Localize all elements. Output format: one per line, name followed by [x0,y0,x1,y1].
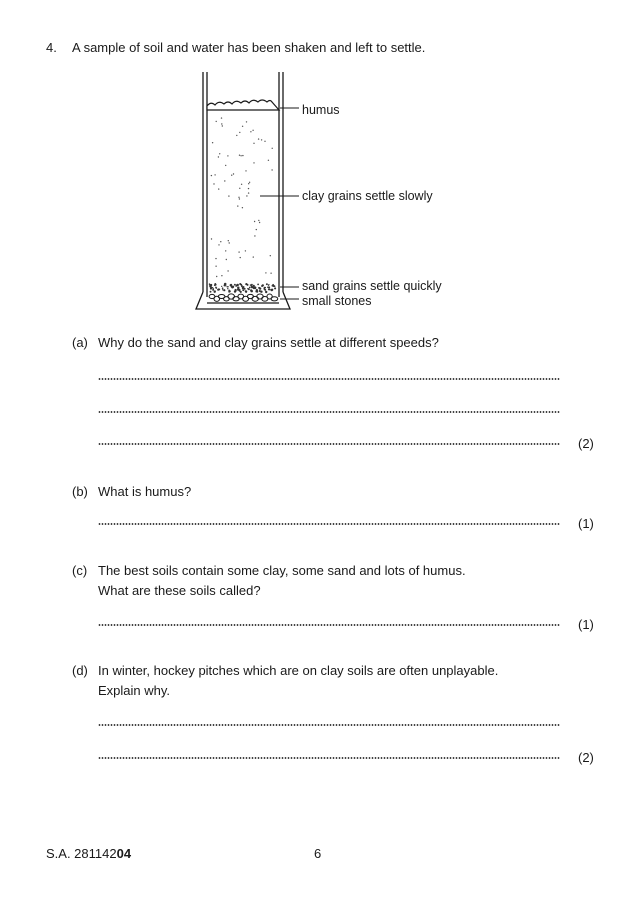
question-intro: A sample of soil and water has been shaken and left to settle. [72,40,426,55]
answer-line[interactable] [98,411,560,413]
sand-grain [223,289,225,291]
sand-grain [246,291,247,292]
clay-grain [216,121,217,122]
sand-grain [268,288,270,290]
clay-grain [246,121,247,122]
clay-grain [225,250,226,251]
clay-grain [222,125,223,126]
clay-grain [254,235,255,236]
clay-grain [211,175,212,176]
sand-grain [237,288,239,290]
clay-grain [214,174,215,175]
sand-grain [214,291,216,293]
sand-grain [234,290,236,292]
clay-grain [272,148,273,149]
clay-grain [268,160,269,161]
stone [271,297,278,301]
clay-grain [211,238,212,239]
clay-grain [239,132,240,133]
sand-grain [224,284,226,286]
answer-line[interactable] [98,523,560,525]
clay-grain [224,180,225,181]
clay-grain [228,240,229,241]
stone [228,294,235,299]
sand-grain [267,286,269,288]
sand-grain [250,289,252,291]
clay-grain [225,165,226,166]
clay-grain [253,143,254,144]
part-b-marks: (1) [578,516,594,531]
clay-grain [215,266,216,267]
clay-grain [245,250,246,251]
sand-grain [264,287,266,289]
clay-grain [252,130,253,131]
clay-grain [249,182,250,183]
sand-grain [215,284,216,285]
sand-grain [242,289,244,291]
clay-grain [229,242,230,243]
stones-label: small stones [302,294,372,308]
sand-grain [240,284,242,286]
part-b-letter: (b) [72,484,88,499]
sand-grain [257,284,259,286]
sand-grain [245,283,247,285]
sand-grain [270,289,273,292]
sand-grain [265,291,267,293]
sand-grain [231,284,233,286]
clay-grain [248,183,249,184]
clay-grain [258,220,259,221]
paper-code: S.A. 28114204 [46,846,132,861]
humus-layer [207,100,279,110]
clay-grain [253,162,254,163]
part-b-question: What is humus? [98,484,192,499]
part-d-question-line-1: In winter, hockey pitches which are on clay soils are often unplayable. [98,663,499,678]
sand-grain [212,288,214,290]
clay-grains [211,117,273,277]
sand-grain [259,287,261,289]
question-number: 4. [46,40,57,55]
clay-grain [237,205,238,206]
clay-grain [240,257,241,258]
clay-grain [241,184,242,185]
clay-grain [238,197,239,198]
part-d-question-line-2: Explain why. [98,683,171,698]
sand-grain [209,284,211,286]
clay-grain [270,273,271,274]
clay-grain [265,272,266,273]
sand-grain [222,287,224,289]
clay-grain [259,222,260,223]
clay-grain [233,173,234,174]
clay-grain [242,155,243,156]
clay-grain [218,244,219,245]
answer-line[interactable] [98,378,560,380]
sand-grain [242,287,244,289]
sand-label: sand grains settle quickly [302,279,442,293]
clay-grain [221,117,222,118]
clay-grain [221,123,222,124]
clay-grain [242,126,243,127]
clay-grain [216,276,217,277]
sand-grain [228,290,230,292]
clay-grain [239,198,240,199]
clay-grain [242,207,243,208]
answer-line[interactable] [98,624,560,626]
clay-grain [250,131,251,132]
clay-grain [218,156,219,157]
sand-grain [210,291,212,293]
part-a-question: Why do the sand and clay grains settle at different speeds? [98,335,439,350]
sand-grain [235,286,236,287]
clay-grain [258,138,259,139]
clay-grain [212,142,213,143]
sand-grain [250,284,252,286]
sand-grain [215,287,217,289]
clay-grain [236,135,237,136]
sand-grain [266,283,268,285]
sand-grain [227,286,229,288]
sand-grain [232,286,235,289]
part-c-question-line-2: What are these soils called? [98,583,261,598]
sand-grain [260,290,262,292]
sand-grain [221,286,222,287]
sand-grain [255,291,257,293]
sand-grain [234,284,236,286]
sand-grain [241,286,243,288]
answer-line[interactable] [98,724,560,726]
clay-grain [219,153,220,154]
part-c-letter: (c) [72,563,88,578]
clay-grain [227,155,228,156]
clay-grain [239,155,240,156]
clay-grain [226,259,227,260]
clay-grain [218,188,219,189]
sand-grain [251,286,253,288]
settling-cylinder-diagram [0,0,638,320]
clay-grain [228,195,229,196]
clay-grain [221,275,222,276]
clay-grain [254,221,255,222]
humus-label: humus [302,103,340,117]
sand-grains [209,283,276,293]
part-d-marks: (2) [578,750,594,765]
clay-grain [246,195,247,196]
part-c-question-line-1: The best soils contain some clay, some sand and lots of humus. [98,563,466,578]
sand-grain [274,287,276,289]
answer-line[interactable] [98,757,560,759]
clay-grain [240,155,241,156]
sand-grain [244,288,246,290]
clay-grain [227,270,228,271]
part-d-letter: (d) [72,663,88,678]
clay-grain [256,229,257,230]
sand-grain [247,288,249,290]
clay-grain [220,241,221,242]
clay-grain [270,255,271,256]
clay-grain [248,192,249,193]
part-a-marks: (2) [578,436,594,451]
sand-grain [210,287,212,289]
clay-grain [253,256,254,257]
sand-grain [243,286,244,287]
page-number: 6 [314,846,322,861]
sand-grain [227,288,228,289]
small-stones [209,294,278,301]
clay-grain [239,188,240,189]
clay-grain [261,139,262,140]
sand-grain [268,285,269,286]
sand-grain [222,289,223,290]
sand-grain [218,288,220,290]
answer-line[interactable] [98,443,560,445]
clay-grain [245,170,246,171]
sand-grain [262,284,264,286]
clay-grain [238,251,239,252]
clay-grain [215,258,216,259]
sand-grain [236,284,238,286]
sand-grain [272,285,274,287]
clay-grain [213,183,214,184]
sand-grain [249,287,251,289]
sand-grain [228,291,229,292]
clay-grain [248,188,249,189]
clay-label: clay grains settle slowly [302,189,433,203]
clay-grain [271,169,272,170]
part-c-marks: (1) [578,617,594,632]
clay-grain [264,141,265,142]
clay-grain [231,175,232,176]
part-a-letter: (a) [72,335,88,350]
